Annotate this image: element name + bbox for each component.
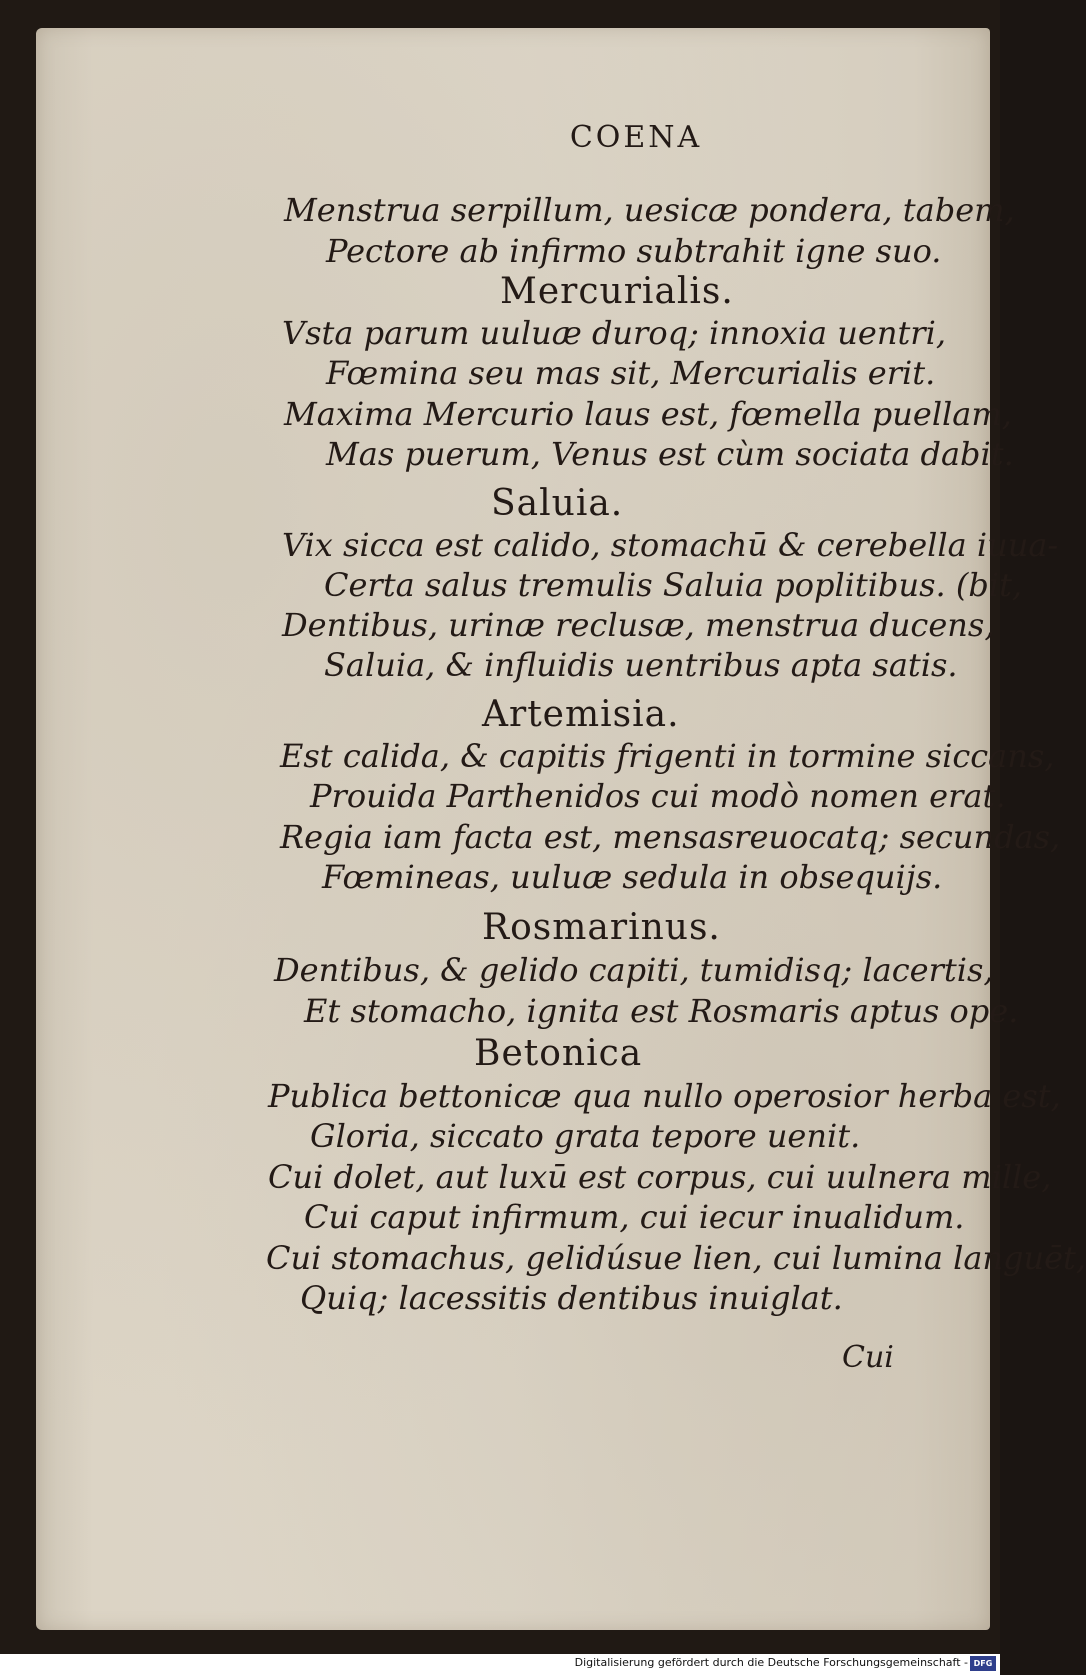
verse-line: Gloria, siccato grata tepore uenit. — [310, 1117, 861, 1155]
verse-line: Certa salus tremulis Saluia poplitibus. (bit, — [324, 566, 1023, 604]
verse-line: Quiq; lacessitis dentibus inuiglat. — [300, 1279, 843, 1317]
verse-line: Saluia, & influidis uentribus apta satis. — [324, 646, 958, 684]
verse-line: Vix sicca est calido, stomachū & cerebella iuua- — [282, 526, 1059, 564]
digitization-footer — [0, 1654, 1000, 1675]
verse-line: Cui caput infirmum, cui iecur inualidum. — [304, 1198, 965, 1236]
verse-line: Fœmina seu mas sit, Mercurialis erit. — [326, 354, 936, 392]
verse-line: Cui dolet, aut luxū est corpus, cui uulnera mille, — [268, 1158, 1052, 1196]
verse-line: Maxima Mercurio laus est, fœmella puellam, — [284, 395, 1012, 433]
catchword: Cui — [842, 1340, 894, 1375]
page-text — [36, 28, 1086, 1630]
dfg-logo-icon: DFG — [970, 1656, 996, 1671]
verse-line: Mas puerum, Venus est cùm sociata dabit. — [326, 435, 1014, 473]
verse-line: Pectore ab infirmo subtrahit igne suo. — [326, 232, 942, 270]
verse-line: Est calida, & capitis frigenti in tormine siccans, — [280, 737, 1055, 775]
verse-line: Prouida Parthenidos cui modò nomen erat. — [310, 777, 1006, 815]
verse-line: Fœmineas, uuluæ sedula in obsequijs. — [322, 858, 943, 896]
book-page — [36, 28, 1086, 1630]
verse-line: Et stomacho, ignita est Rosmaris aptus ope. — [304, 992, 1019, 1030]
section-heading-rosmarinus: Rosmarinus. — [482, 907, 721, 948]
running-head: COENA — [569, 120, 703, 155]
section-heading-artemisia: Artemisia. — [482, 694, 680, 735]
verse-line: Vsta parum uuluæ duroq; innoxia uentri, — [282, 314, 946, 352]
verse-line: Publica bettonicæ qua nullo operosior herba est, — [268, 1077, 1061, 1115]
verse-line: Dentibus, & gelido capiti, tumidisq; lacertis, — [274, 951, 994, 989]
section-heading-saluia: Saluia. — [491, 483, 624, 524]
verse-line: Regia iam facta est, mensasreuocatq; secundas, — [280, 818, 1061, 856]
verse-line: Menstrua serpillum, uesicæ pondera, tabem, — [284, 191, 1015, 229]
verse-line: Dentibus, urinæ reclusæ, menstrua ducens, — [282, 606, 995, 644]
verse-line: Cui stomachus, gelidúsue lien, cui lumina languēt, — [266, 1239, 1086, 1277]
section-heading-betonica: Betonica — [474, 1033, 643, 1074]
section-heading-mercurialis: Mercurialis. — [500, 271, 734, 312]
footer-credit-text: Digitalisierung gefördert durch die Deutsche Forschungsgemeinschaft - — [574, 1656, 968, 1669]
